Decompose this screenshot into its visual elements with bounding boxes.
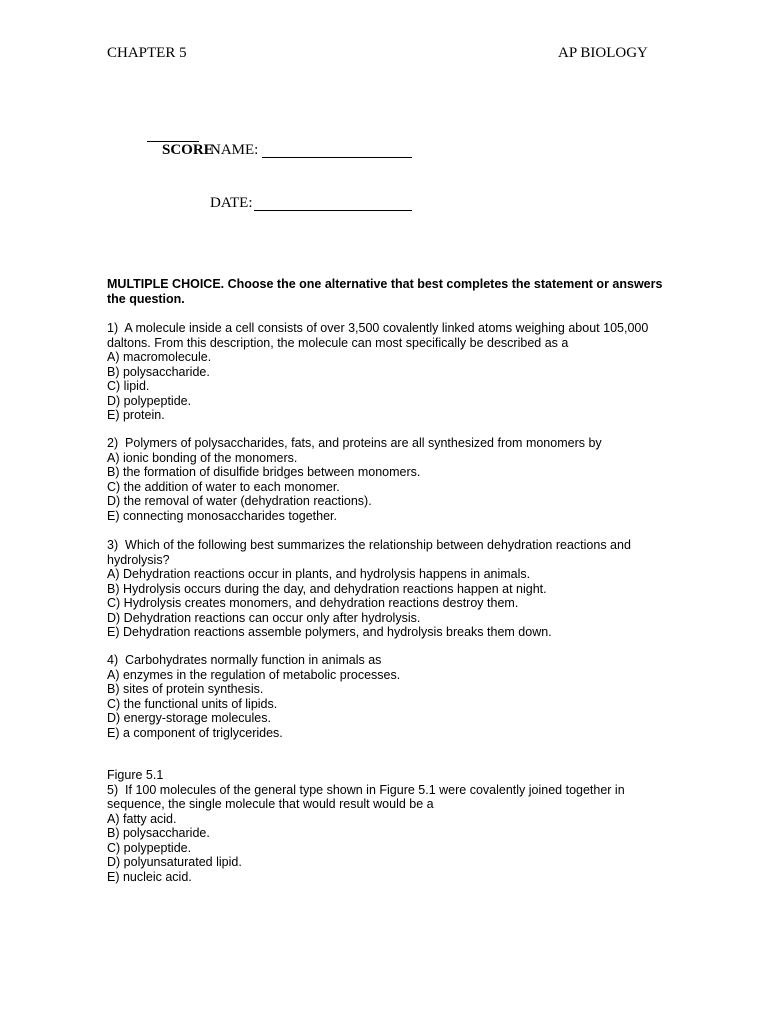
option-e: E) nucleic acid. <box>107 869 192 884</box>
option-d: D) polypeptide. <box>107 393 192 408</box>
date-blank-line[interactable] <box>254 210 412 211</box>
option-e: E) connecting monosaccharides together. <box>107 508 337 523</box>
option-b: B) polysaccharide. <box>107 364 210 379</box>
question-1 <box>107 321 667 423</box>
name-blank-line[interactable] <box>262 157 412 158</box>
option-b: B) the formation of disulfide bridges between monomers. <box>107 465 421 479</box>
question-4 <box>107 653 667 740</box>
option-e: E) protein. <box>107 408 165 422</box>
question-3 <box>107 538 667 640</box>
option-b: B) Hydrolysis occurs during the day, and dehydration reactions happen at night. <box>107 581 547 596</box>
option-a: A) fatty acid. <box>107 811 177 826</box>
instructions: MULTIPLE CHOICE. Choose the one alternative that best completes the statement or answers the question. <box>107 277 663 306</box>
question-2 <box>107 436 667 523</box>
question-5 <box>107 768 667 884</box>
chapter-heading: CHAPTER 5 <box>107 45 187 61</box>
option-d: D) polyunsaturated lipid. <box>107 855 242 869</box>
name-label: NAME: <box>210 142 259 158</box>
option-a: A) macromolecule. <box>107 350 212 364</box>
score-label: SCORE <box>162 142 214 158</box>
question-stem: 4) Carbohydrates normally function in animals as <box>107 653 382 667</box>
question-stem: 3) Which of the following best summarizes the relationship between dehydration reactions and hydrolysis? <box>107 538 635 567</box>
option-b: B) sites of protein synthesis. <box>107 682 264 696</box>
course-heading: AP BIOLOGY <box>558 45 648 61</box>
option-b: B) polysaccharide. <box>107 826 210 840</box>
date-label: DATE: <box>210 195 253 211</box>
option-c: C) lipid. <box>107 379 150 393</box>
question-stem: 2) Polymers of polysaccharides, fats, and proteins are all synthesized from monomers by <box>107 436 602 450</box>
option-c: C) Hydrolysis creates monomers, and dehydration reactions destroy them. <box>107 596 519 610</box>
option-a: A) Dehydration reactions occur in plants, and hydrolysis happens in animals. <box>107 567 531 581</box>
option-c: C) the functional units of lipids. <box>107 696 278 711</box>
option-c: C) the addition of water to each monomer. <box>107 479 340 494</box>
option-d: D) Dehydration reactions can occur only after hydrolysis. <box>107 610 421 625</box>
option-c: C) polypeptide. <box>107 840 192 855</box>
option-d: D) the removal of water (dehydration reactions). <box>107 494 372 508</box>
figure-label: Figure 5.1 <box>107 768 164 782</box>
option-a: A) enzymes in the regulation of metabolic processes. <box>107 667 401 682</box>
option-e: E) a component of triglycerides. <box>107 725 283 740</box>
option-d: D) energy-storage molecules. <box>107 711 271 725</box>
option-a: A) ionic bonding of the monomers. <box>107 450 298 465</box>
question-stem: 1) A molecule inside a cell consists of over 3,500 covalently linked atoms weighing about 105,000 daltons. From this description, the molecule can most specifically be described as a <box>107 321 652 350</box>
question-stem: 5) If 100 molecules of the general type shown in Figure 5.1 were covalently joined together in sequence, the single molecule that would result would be a <box>107 782 629 811</box>
option-e: E) Dehydration reactions assemble polymers, and hydrolysis breaks them down. <box>107 625 552 639</box>
